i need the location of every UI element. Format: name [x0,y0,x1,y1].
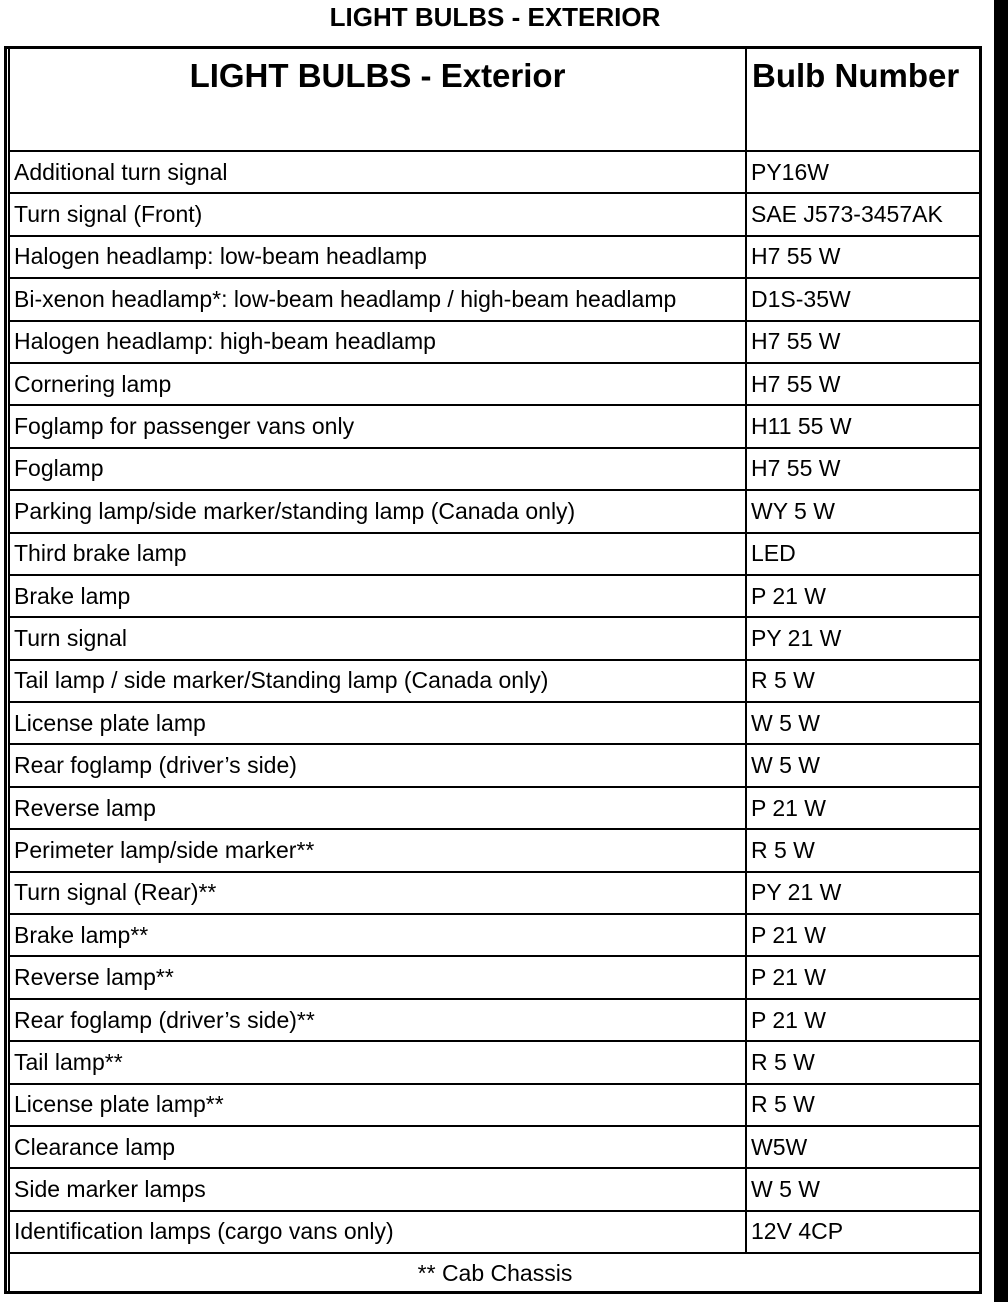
table-row [9,193,981,235]
table-row [9,829,981,871]
table-row [9,872,981,914]
table-row [9,405,981,447]
column-header-exterior: LIGHT BULBS - Exterior [9,49,746,151]
bulb-number-cell: H11 55 W [746,405,981,447]
lamp-name-cell: Brake lamp [9,575,746,617]
column-header-bulb-number: Bulb Number [746,49,981,151]
bulb-table [8,49,982,1294]
lamp-name-cell: Tail lamp** [9,1041,746,1083]
lamp-name-cell: Tail lamp / side marker/Standing lamp (Canada only) [9,660,746,702]
lamp-name-cell: Rear foglamp (driver’s side) [9,744,746,786]
table-row [9,236,981,278]
table-row [9,363,981,405]
lamp-name-cell: Foglamp for passenger vans only [9,405,746,447]
bulb-number-cell: P 21 W [746,914,981,956]
table-row [9,999,981,1041]
page-title: LIGHT BULBS - EXTERIOR [329,2,661,32]
table-row [9,448,981,490]
table-row [9,702,981,744]
lamp-name-cell: Additional turn signal [9,151,746,193]
lamp-name-cell: Turn signal [9,617,746,659]
bulb-number-cell: WY 5 W [746,490,981,532]
table-row [9,914,981,956]
bulb-number-cell: PY 21 W [746,872,981,914]
bulb-number-cell: D1S-35W [746,278,981,320]
footnote-cab-chassis: ** Cab Chassis [9,1253,981,1293]
bulb-number-cell: H7 55 W [746,321,981,363]
bulb-number-cell: P 21 W [746,956,981,998]
table-row [9,533,981,575]
lamp-name-cell: Cornering lamp [9,363,746,405]
table-body [9,151,981,1253]
table-row [9,278,981,320]
bulb-number-cell: H7 55 W [746,363,981,405]
bulb-number-cell: W5W [746,1126,981,1168]
lamp-name-cell: Side marker lamps [9,1168,746,1210]
bulb-number-cell: SAE J573-3457AK [746,193,981,235]
bulb-number-cell: PY 21 W [746,617,981,659]
lamp-name-cell: License plate lamp [9,702,746,744]
bulb-number-cell: H7 55 W [746,448,981,490]
lamp-name-cell: Identification lamps (cargo vans only) [9,1211,746,1253]
table-row [9,1041,981,1083]
lamp-name-cell: Turn signal (Front) [9,193,746,235]
lamp-name-cell: Rear foglamp (driver’s side)** [9,999,746,1041]
bulb-number-cell: LED [746,533,981,575]
table-row [9,744,981,786]
bulb-number-cell: W 5 W [746,744,981,786]
lamp-name-cell: Brake lamp** [9,914,746,956]
lamp-name-cell: Third brake lamp [9,533,746,575]
lamp-name-cell: Reverse lamp [9,787,746,829]
table-row [9,151,981,193]
lamp-name-cell: Bi-xenon headlamp*: low-beam headlamp / high-beam headlamp [9,278,746,320]
table-row [9,956,981,998]
table-header-row [9,49,981,151]
bulb-number-cell: R 5 W [746,829,981,871]
bulb-number-cell: R 5 W [746,1084,981,1126]
table-row [9,1126,981,1168]
table-row [9,490,981,532]
bulb-number-cell: R 5 W [746,1041,981,1083]
table-row [9,575,981,617]
bulb-number-cell: R 5 W [746,660,981,702]
lamp-name-cell: Perimeter lamp/side marker** [9,829,746,871]
lamp-name-cell: Parking lamp/side marker/standing lamp (Canada only) [9,490,746,532]
bulb-number-cell: PY16W [746,151,981,193]
table-row [9,1168,981,1210]
bulb-number-cell: P 21 W [746,575,981,617]
lamp-name-cell: Clearance lamp [9,1126,746,1168]
footnote-row [9,1253,981,1293]
bulb-number-cell: 12V 4CP [746,1211,981,1253]
lamp-name-cell: License plate lamp** [9,1084,746,1126]
table-row [9,617,981,659]
lamp-name-cell: Halogen headlamp: low-beam headlamp [9,236,746,278]
table-row [9,1084,981,1126]
lamp-name-cell: Halogen headlamp: high-beam headlamp [9,321,746,363]
table-row [9,321,981,363]
bulb-number-cell: P 21 W [746,787,981,829]
bulb-number-cell: P 21 W [746,999,981,1041]
bulb-number-cell: H7 55 W [746,236,981,278]
right-edge-bar [994,0,1008,1302]
bulb-number-cell: W 5 W [746,1168,981,1210]
bulb-number-cell: W 5 W [746,702,981,744]
table-row [9,1211,981,1253]
lamp-name-cell: Turn signal (Rear)** [9,872,746,914]
lamp-name-cell: Reverse lamp** [9,956,746,998]
table-row [9,787,981,829]
lamp-name-cell: Foglamp [9,448,746,490]
table-row [9,660,981,702]
